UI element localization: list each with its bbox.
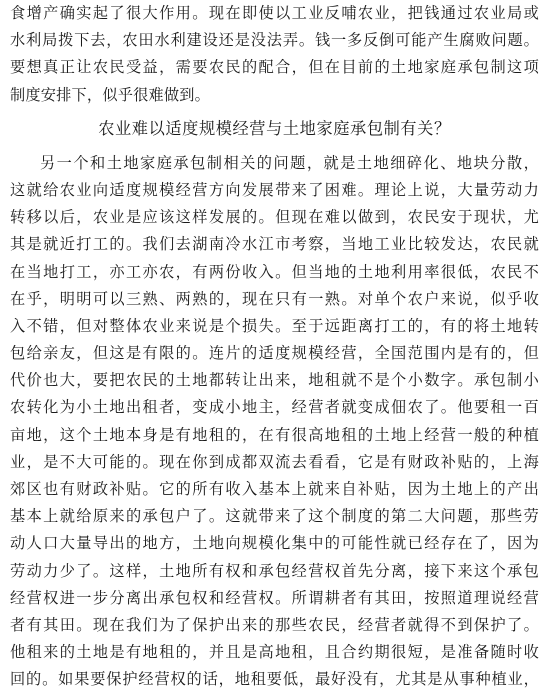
text-line: 这就给农业向适度规模经营方向发展带来了困难。理论上说，大量劳动力 <box>10 180 539 199</box>
text-line: 农转化为小土地出租者，变成小地主，经营者就变成佃农了。他要租一百 <box>10 398 539 417</box>
text-line: 郊区也有财政补贴。它的所有收入基本上就来自补贴，因为土地上的产出 <box>10 480 539 498</box>
text-line: 要想真正让农民受益，需要农民的配合，但在目前的土地家庭承包制这项 <box>10 58 539 77</box>
text-line: 代价也大，要把农民的土地都转让出来，地租就不是个小数字。承包制小 <box>10 371 539 390</box>
text-line: 经营权进一步分离出承包权和经营权。所谓耕者有其田，按照道理说经营 <box>10 588 539 607</box>
text-line: 入不错，但对整体农业来说是个损失。至于远距离打工的，有的将土地转 <box>10 316 539 335</box>
text-line: 在乎，明明可以三熟、两熟的，现在只有一熟。对单个农户来说，似乎收 <box>10 289 539 308</box>
text-line: 其是就近打工的。我们去湖南冷水江市考察，当地工业比较发达，农民就 <box>10 235 539 254</box>
text-line: 水利局拨下去，农田水利建设还是没法弄。钱一多反倒可能产生腐败问题。 <box>10 31 539 50</box>
text-line: 回的。如果要保护经营权的话，地租要低，最好没有，尤其是从事种植业， <box>10 670 539 689</box>
text-line: 在当地打工，亦工亦农，有两份收入。但当地的土地利用率很低，农民不 <box>10 262 539 281</box>
paragraph-top <box>10 0 539 109</box>
text-line: 亩地，这个土地本身是有地租的，在有很高地租的土地上经营一般的种植 <box>10 425 539 444</box>
paragraph-main <box>10 150 539 694</box>
text-line: 动人口大量导出的地方，土地向规模化集中的可能性就已经存在了，因为 <box>10 534 539 553</box>
text-line: 业，是不大可能的。现在你到成都双流去看看，它是有财政补贴的，上海 <box>10 452 539 471</box>
text-line: 转移以后，农业是应该这样发展的。但现在难以做到，农民安于现状，尤 <box>10 208 539 227</box>
section-heading: 农业难以适度规模经营与土地家庭承包制有关？ <box>98 118 451 138</box>
text-line: 劳动力少了。这样，土地所有权和承包经营权首先分离，接下来这个承包 <box>10 561 539 580</box>
text-line: 食增产确实起了很大作用。现在即使以工业反哺农业，把钱通过农业局或 <box>10 4 539 22</box>
text-line: 基本上就给原来的承包户了。这就带来了这个制度的第二大问题，那些劳 <box>10 507 539 526</box>
text-line: 另一个和土地家庭承包制相关的问题，就是土地细碎化、地块分散， <box>40 153 539 172</box>
text-line: 他租来的土地是有地租的，并且是高地租，且合约期很短，是准备随时收 <box>10 643 539 662</box>
text-line: 者有其田。现在我们为了保护出来的那些农民，经营者就得不到保护了。 <box>10 615 539 634</box>
text-line: 包给亲友，但这是有限的。连片的适度规模经营，全国范围内是有的，但 <box>10 344 539 363</box>
text-line: 制度安排下，似乎很难做到。 <box>10 85 211 104</box>
